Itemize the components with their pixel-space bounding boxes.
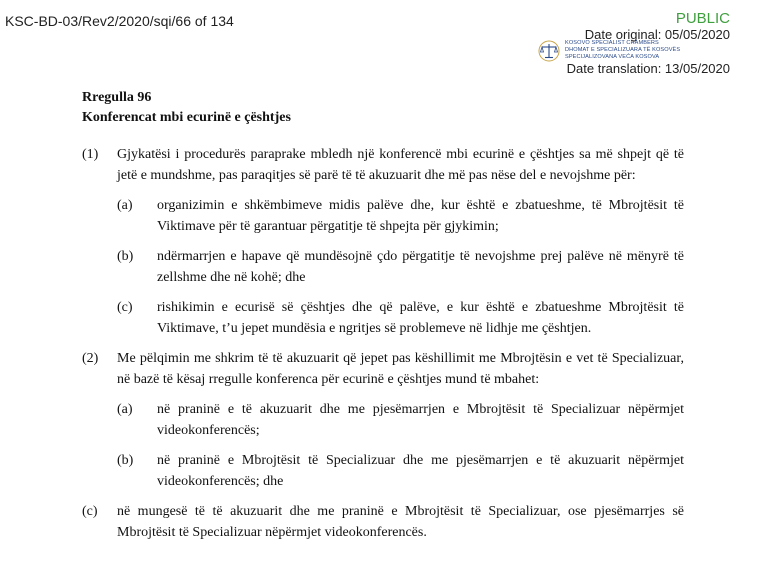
paragraph-number: (2) (82, 351, 99, 366)
item-label: (b) (117, 249, 134, 264)
item-label: (a) (117, 198, 133, 213)
date-translation: Date translation: 13/05/2020 (566, 61, 730, 76)
item-label: (c) (117, 300, 133, 315)
item-text: rishikimin e ecurisë së çështjes dhe që palëve, e kur është e zbatueshme Mbrojtësit të Viktimave, t’u jepet mundësia e ngritjes së problemeve në lidhje me çështjen. (157, 300, 684, 336)
item-label: (a) (117, 402, 133, 417)
item-text: në mungesë të të akuzuarit dhe me praninë e Mbrojtësit të Specializuar, ose pjesëmarrjes së Mbrojtësit të Specializuar nëpërmjet videokonferencës. (117, 504, 684, 540)
item-label: (b) (117, 453, 134, 468)
paragraph-text: Gjykatësi i procedurës paraprake mbledh një konferencë mbi ecurinë e çështjes sa më shpejt që të jetë e mundshme, pas paraqitjes së parë të të akuzuarit dhe më pas nëse del e nevojshme për: (117, 147, 684, 183)
item-text: organizimin e shkëmbimeve midis palëve dhe, kur është e zbatueshme, të Mbrojtësit të Viktimave për të garantuar përgatitje të shpejta për gjykimin; (157, 198, 684, 234)
rule-subtitle: Konferencat mbi ecurinë e çështjes (82, 110, 291, 125)
court-name-english: KOSOVO SPECIALIST CHAMBERS (565, 40, 659, 46)
scales-of-justice-icon (537, 40, 561, 62)
paragraph-text: Me pëlqimin me shkrim të të akuzuarit që jepet pas këshillimit me Mbrojtësin e vet të Specializuar, në bazë të kësaj rregulle konferenca për ecurinë e çështjes mund të mbahet: (117, 351, 684, 387)
rule-title: Rregulla 96 (82, 90, 152, 105)
item-text: në praninë e të akuzuarit dhe me pjesëmarrjen e Mbrojtësit të Specializuar nëpërmjet videokonferencës; (157, 402, 684, 438)
court-name-serbian: SPECIJALIZOVANA VEĆA KOSOVA (565, 54, 660, 60)
item-text: në praninë e Mbrojtësit të Specializuar dhe me pjesëmarrjen e të akuzuarit nëpërmjet videokonferencës; dhe (157, 453, 684, 489)
item-label: (c) (82, 504, 98, 519)
item-text: ndërmarrjen e hapave që mundësojnë çdo përgatitje të nevojshme prej palëve në mënyrë të zellshme dhe në kohë; dhe (157, 249, 684, 285)
paragraph-number: (1) (82, 147, 99, 162)
classification-label: PUBLIC (675, 10, 730, 27)
date-original: Date original: 05/05/2020 (584, 27, 730, 42)
court-name-albanian: DHOMAT E SPECIALIZUARA TË KOSOVËS (565, 47, 681, 53)
document-reference: KSC-BD-03/Rev2/2020/sqi/66 of 134 (5, 13, 234, 29)
